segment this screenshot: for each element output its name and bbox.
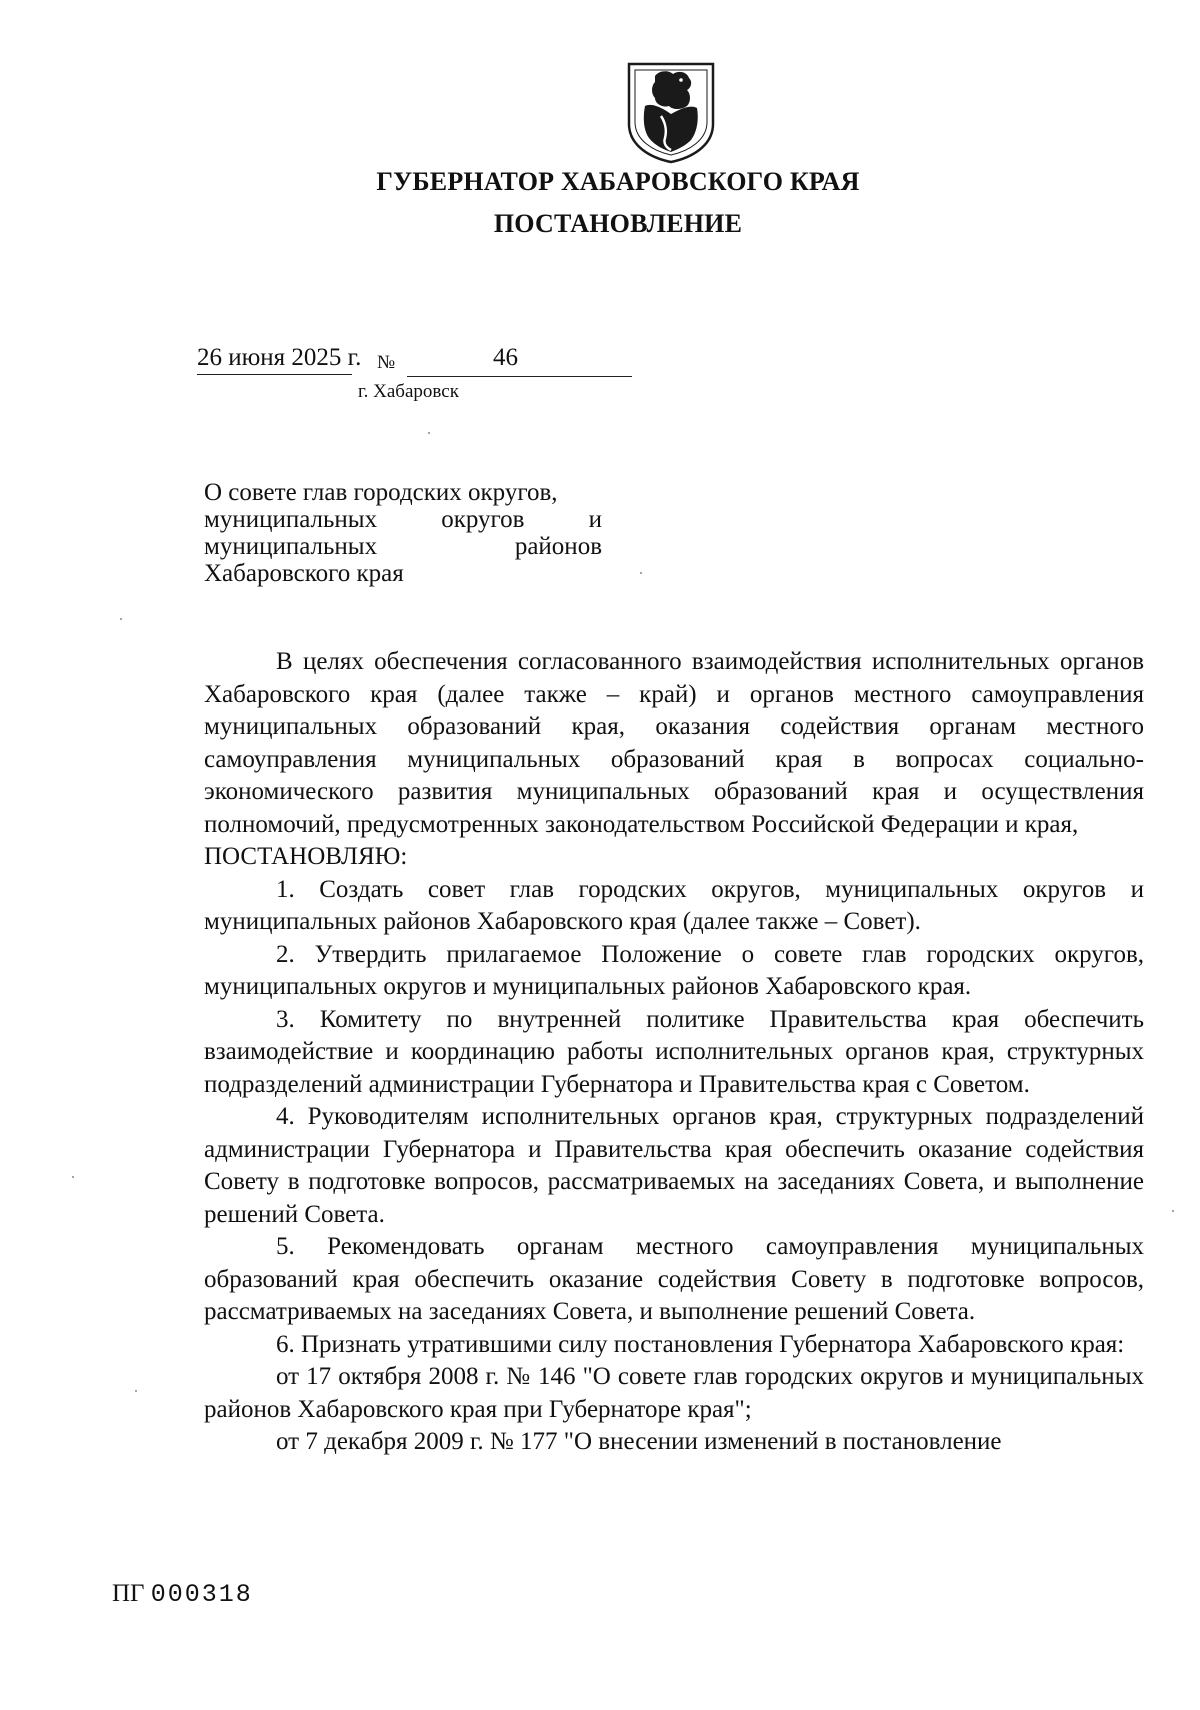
- scan-speck: [135, 1390, 137, 1392]
- document-date: 26 июня 2025 г.: [197, 344, 362, 371]
- khabarovsk-coat-of-arms-icon: [625, 60, 717, 164]
- document-type-heading: ПОСТАНОВЛЕНИЕ: [493, 209, 743, 238]
- decree-item: 3. Комитету по внутренней политике Правительства края обеспечить взаимодействие и координацию работы исполнительных органов края, структурных подразделений администрации Губернатора и Правительства края с Советом.: [204, 1005, 1144, 1098]
- decree-item: 2. Утвердить прилагаемое Положение о совете глав городских округов, муниципальных округов и муниципальных районов Хабаровского края.: [204, 940, 1144, 1000]
- decree-word: ПОСТАНОВЛЯЮ:: [204, 843, 408, 870]
- document-number: 46: [493, 344, 518, 371]
- repealed-act-item: от 17 октября 2008 г. № 146 "О совете глав городских округов и муниципальных районов Хабаровского края при Губернаторе края";: [204, 1363, 1144, 1423]
- scan-speck: [120, 618, 122, 620]
- decree-item: 4. Руководителям исполнительных органов края, структурных подразделений администрации Губернатора и Правительства края обеспечить оказание содействия Совету в подготовке вопросов, рассматриваемых на заседаниях Совета, и выполнение решений Совета.: [204, 1103, 1144, 1228]
- form-serial-number: 000318: [150, 1580, 253, 1609]
- scan-speck: [72, 1176, 74, 1178]
- scan-speck: [640, 572, 642, 574]
- decree-item: 6. Признать утратившими силу постановления Губернатора Хабаровского края:: [276, 1330, 1125, 1358]
- date-number-block: [197, 344, 632, 374]
- date-underline: [197, 374, 352, 375]
- number-underline: [407, 376, 632, 377]
- number-sign: №: [377, 352, 396, 373]
- decree-item: 1. Создать совет глав городских округов, муниципальных округов и муниципальных районов Хабаровского края (далее также – Совет).: [204, 875, 1144, 935]
- repealed-act-item: от 7 декабря 2009 г. № 177 "О внесении изменений в постановление: [276, 1428, 1002, 1455]
- decree-item: 5. Рекомендовать органам местного самоуправления муниципальных образований края обеспечить оказание содействия Совету в подготовке вопросов, рассматриваемых на заседаниях Совета, и выполнение решений Совета.: [204, 1233, 1144, 1325]
- document-body: [204, 646, 1144, 1459]
- document-title: [204, 479, 602, 587]
- title-line: муниципальных районов: [204, 533, 602, 560]
- form-serial-code: [112, 1580, 253, 1609]
- scan-speck: [428, 432, 430, 434]
- scan-speck: [1172, 1210, 1174, 1212]
- title-line: муниципальных округов и: [204, 506, 602, 533]
- document-city: г. Хабаровск: [358, 381, 459, 402]
- title-line: Хабаровского края: [204, 560, 404, 587]
- issuer-heading: ГУБЕРНАТОР ХАБАРОВСКОГО КРАЯ: [376, 167, 860, 196]
- preamble-paragraph: В целях обеспечения согласованного взаимодействия исполнительных органов Хабаровского края (далее также – край) и органов местного самоуправления муниципальных образований края, оказания содействия органам местного самоуправления муниципальных образований края в вопросах социально-экономического развития муниципальных образований края и осуществления полномочий, предусмотренных законодательством Российской Федерации и края,: [204, 648, 1144, 838]
- title-line: О совете глав городских округов,: [204, 479, 558, 506]
- form-series: ПГ: [112, 1580, 145, 1607]
